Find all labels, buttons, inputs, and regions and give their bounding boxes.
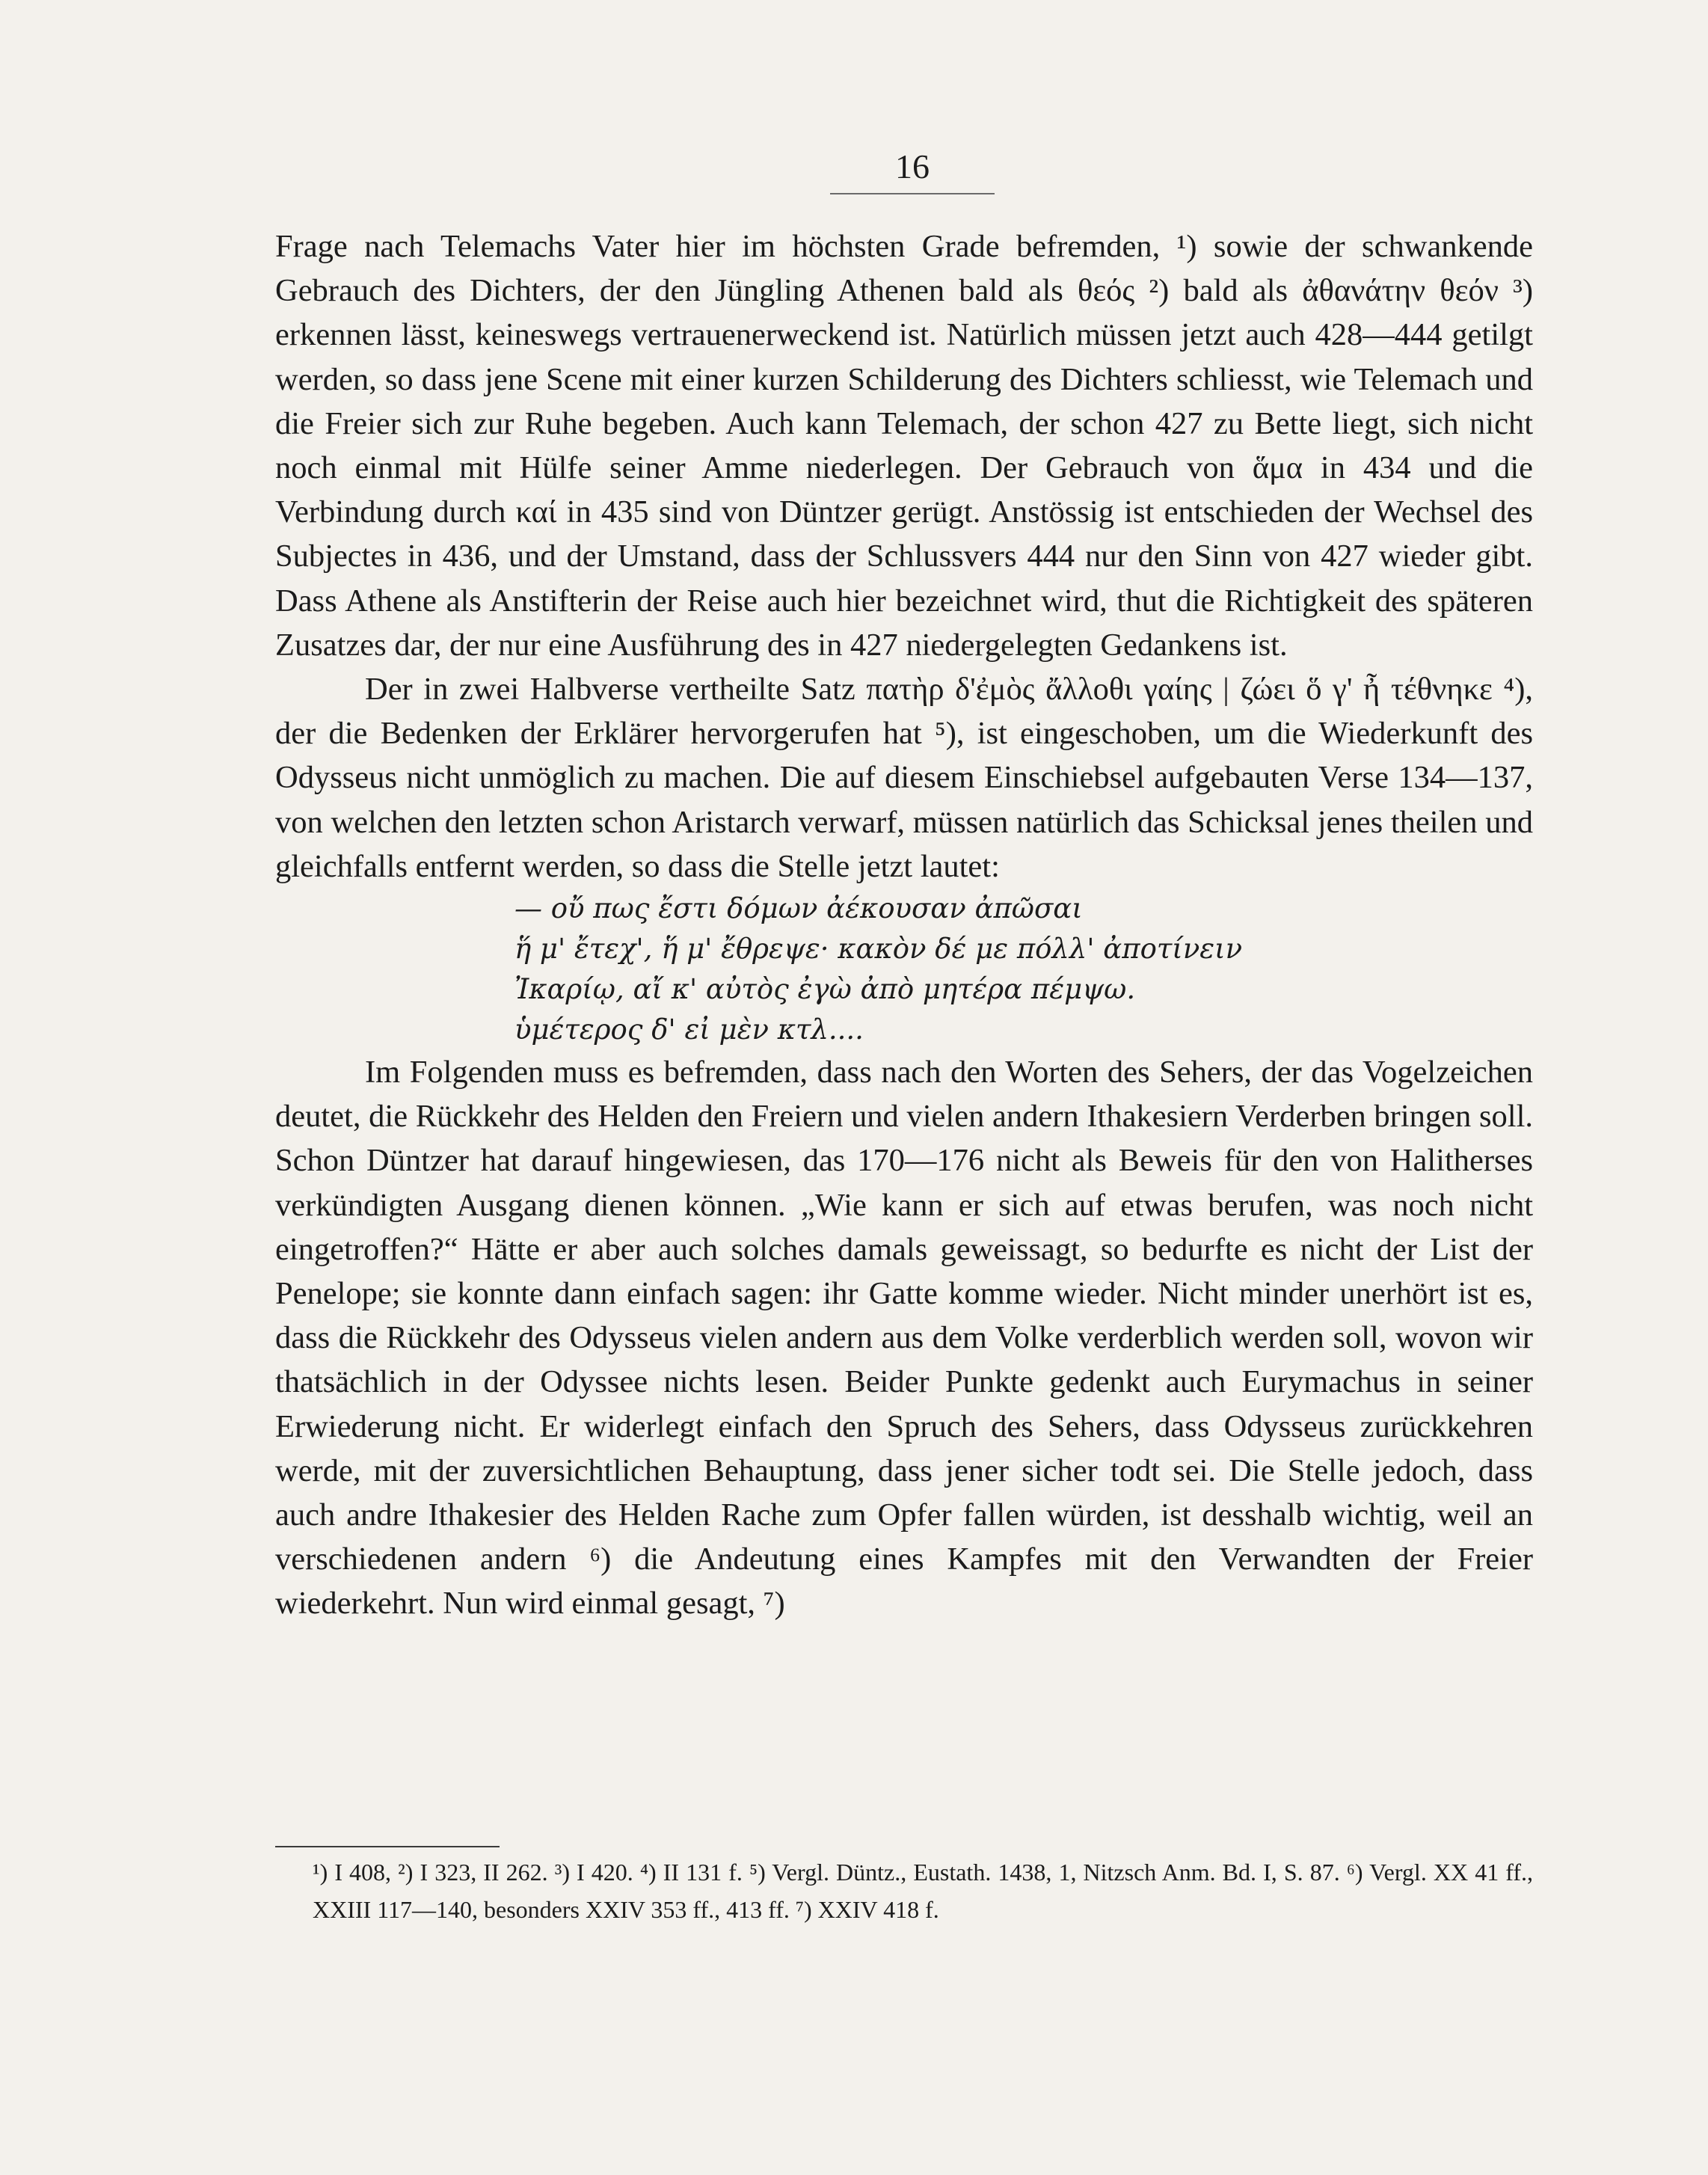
- verse-line-4: ὑμέτερος δ' εἰ μὲν κτλ....: [514, 1013, 864, 1046]
- header-rule: [830, 193, 995, 194]
- verse-line-1: — οὔ πως ἔστι δόμων ἀέκουσαν ἀπῶσαι: [514, 892, 1083, 925]
- verse-line-2: ἥ μ' ἔτεχ', ἥ μ' ἔθρεψε· κακὸν δέ με πόλλ' ἀποτίνειν: [514, 933, 1243, 966]
- paragraph-1: Frage nach Telemachs Vater hier im höchsten Grade befremden, ¹) sowie der schwankende Gebrauch des Dichters, der den Jüngling Athenen bald als θεός ²) bald als ἀθανάτην θεόν ³) erkennen lässt, keineswegs vertrauenerweckend ist. Natürlich müssen jetzt auch 428—444 getilgt werden, so dass jene Scene mit einer kurzen Schilderung des Dichters schliesst, wie Telemach und die Freier sich zur Ruhe begeben. Auch kann Telemach, der schon 427 zu Bette liegt, sich nicht noch einmal mit Hülfe seiner Amme niederlegen. Der Gebrauch von ἅμα in 434 und die Verbindung durch καί in 435 sind von Düntzer gerügt. Anstössig ist entschieden der Wechsel des Subjectes in 436, und der Umstand, dass der Schlussvers 444 nur den Sinn von 427 wieder gibt. Dass Athene als Anstifterin der Reise auch hier bezeichnet wird, thut die Richtigkeit des späteren Zusatzes dar, der nur eine Ausführung des in 427 niedergelegten Gedankens ist.: [275, 229, 1533, 663]
- verse-quotation: [275, 889, 1533, 1050]
- footnote-text: ¹) I 408, ²) I 323, II 262. ³) I 420. ⁴) II 131 f. ⁵) Vergl. Düntz., Eustath. 1438, 1, Nitzsch Anm. Bd. I, S. 87. ⁶) Vergl. XX 41 ff., XXIII 117—140, besonders XXIV 353 ff., 413 ff. ⁷) XXIV 418 f.: [313, 1859, 1533, 1923]
- footnotes: [275, 1853, 1533, 1928]
- page-number: 16: [895, 147, 930, 185]
- footnote-rule: [275, 1846, 500, 1847]
- body-text: [275, 224, 1533, 1626]
- verse-line-3: Ἰκαρίῳ, αἴ κ' αὐτὸς ἐγὼ ἀπὸ μητέρα πέμψω.: [514, 973, 1136, 1006]
- paragraph-2: Der in zwei Halbverse vertheilte Satz πατὴρ δ'ἐμὸς ἄλλοθι γαίης | ζώει ὅ γ' ἦ τέθνηκε ⁴), der die Bedenken der Erklärer hervorgerufen hat ⁵), ist eingeschoben, um die Wiederkunft des Odysseus nicht unmöglich zu machen. Die auf diesem Einschiebsel aufgebauten Verse 134—137, von welchen den letzten schon Aristarch verwarf, müssen natürlich das Schicksal jenes theilen und gleichfalls entfernt werden, so dass die Stelle jetzt lautet:: [275, 672, 1533, 884]
- paragraph-3: Im Folgenden muss es befremden, dass nach den Worten des Sehers, der das Vogelzeichen deutet, die Rückkehr des Helden den Freiern und vielen andern Ithakesiern Verderben bringen soll. Schon Düntzer hat darauf hingewiesen, das 170—176 nicht als Beweis für den von Halitherses verkündigten Ausgang dienen können. „Wie kann er sich auf etwas berufen, was noch nicht eingetroffen?“ Hätte er aber auch solches damals geweissagt, so bedurfte es nicht der List der Penelope; sie konnte dann einfach sagen: ihr Gatte komme wieder. Nicht minder unerhört ist es, dass die Rückkehr des Odysseus vielen andern aus dem Volke verderblich werden soll, wovon wir thatsächlich in der Odyssee nichts lesen. Beider Punkte gedenkt auch Eurymachus in seiner Erwiederung nicht. Er widerlegt einfach den Spruch des Sehers, dass Odysseus zurückkehren werde, mit der zuversichtlichen Behauptung, dass jener sicher todt sei. Die Stelle jedoch, dass auch andre Ithakesier des Helden Rache zum Opfer fallen würden, ist desshalb wichtig, weil an verschiedenen andern ⁶) die Andeutung eines Kampfes mit den Verwandten der Freier wiederkehrt. Nun wird einmal gesagt, ⁷): [275, 1055, 1533, 1622]
